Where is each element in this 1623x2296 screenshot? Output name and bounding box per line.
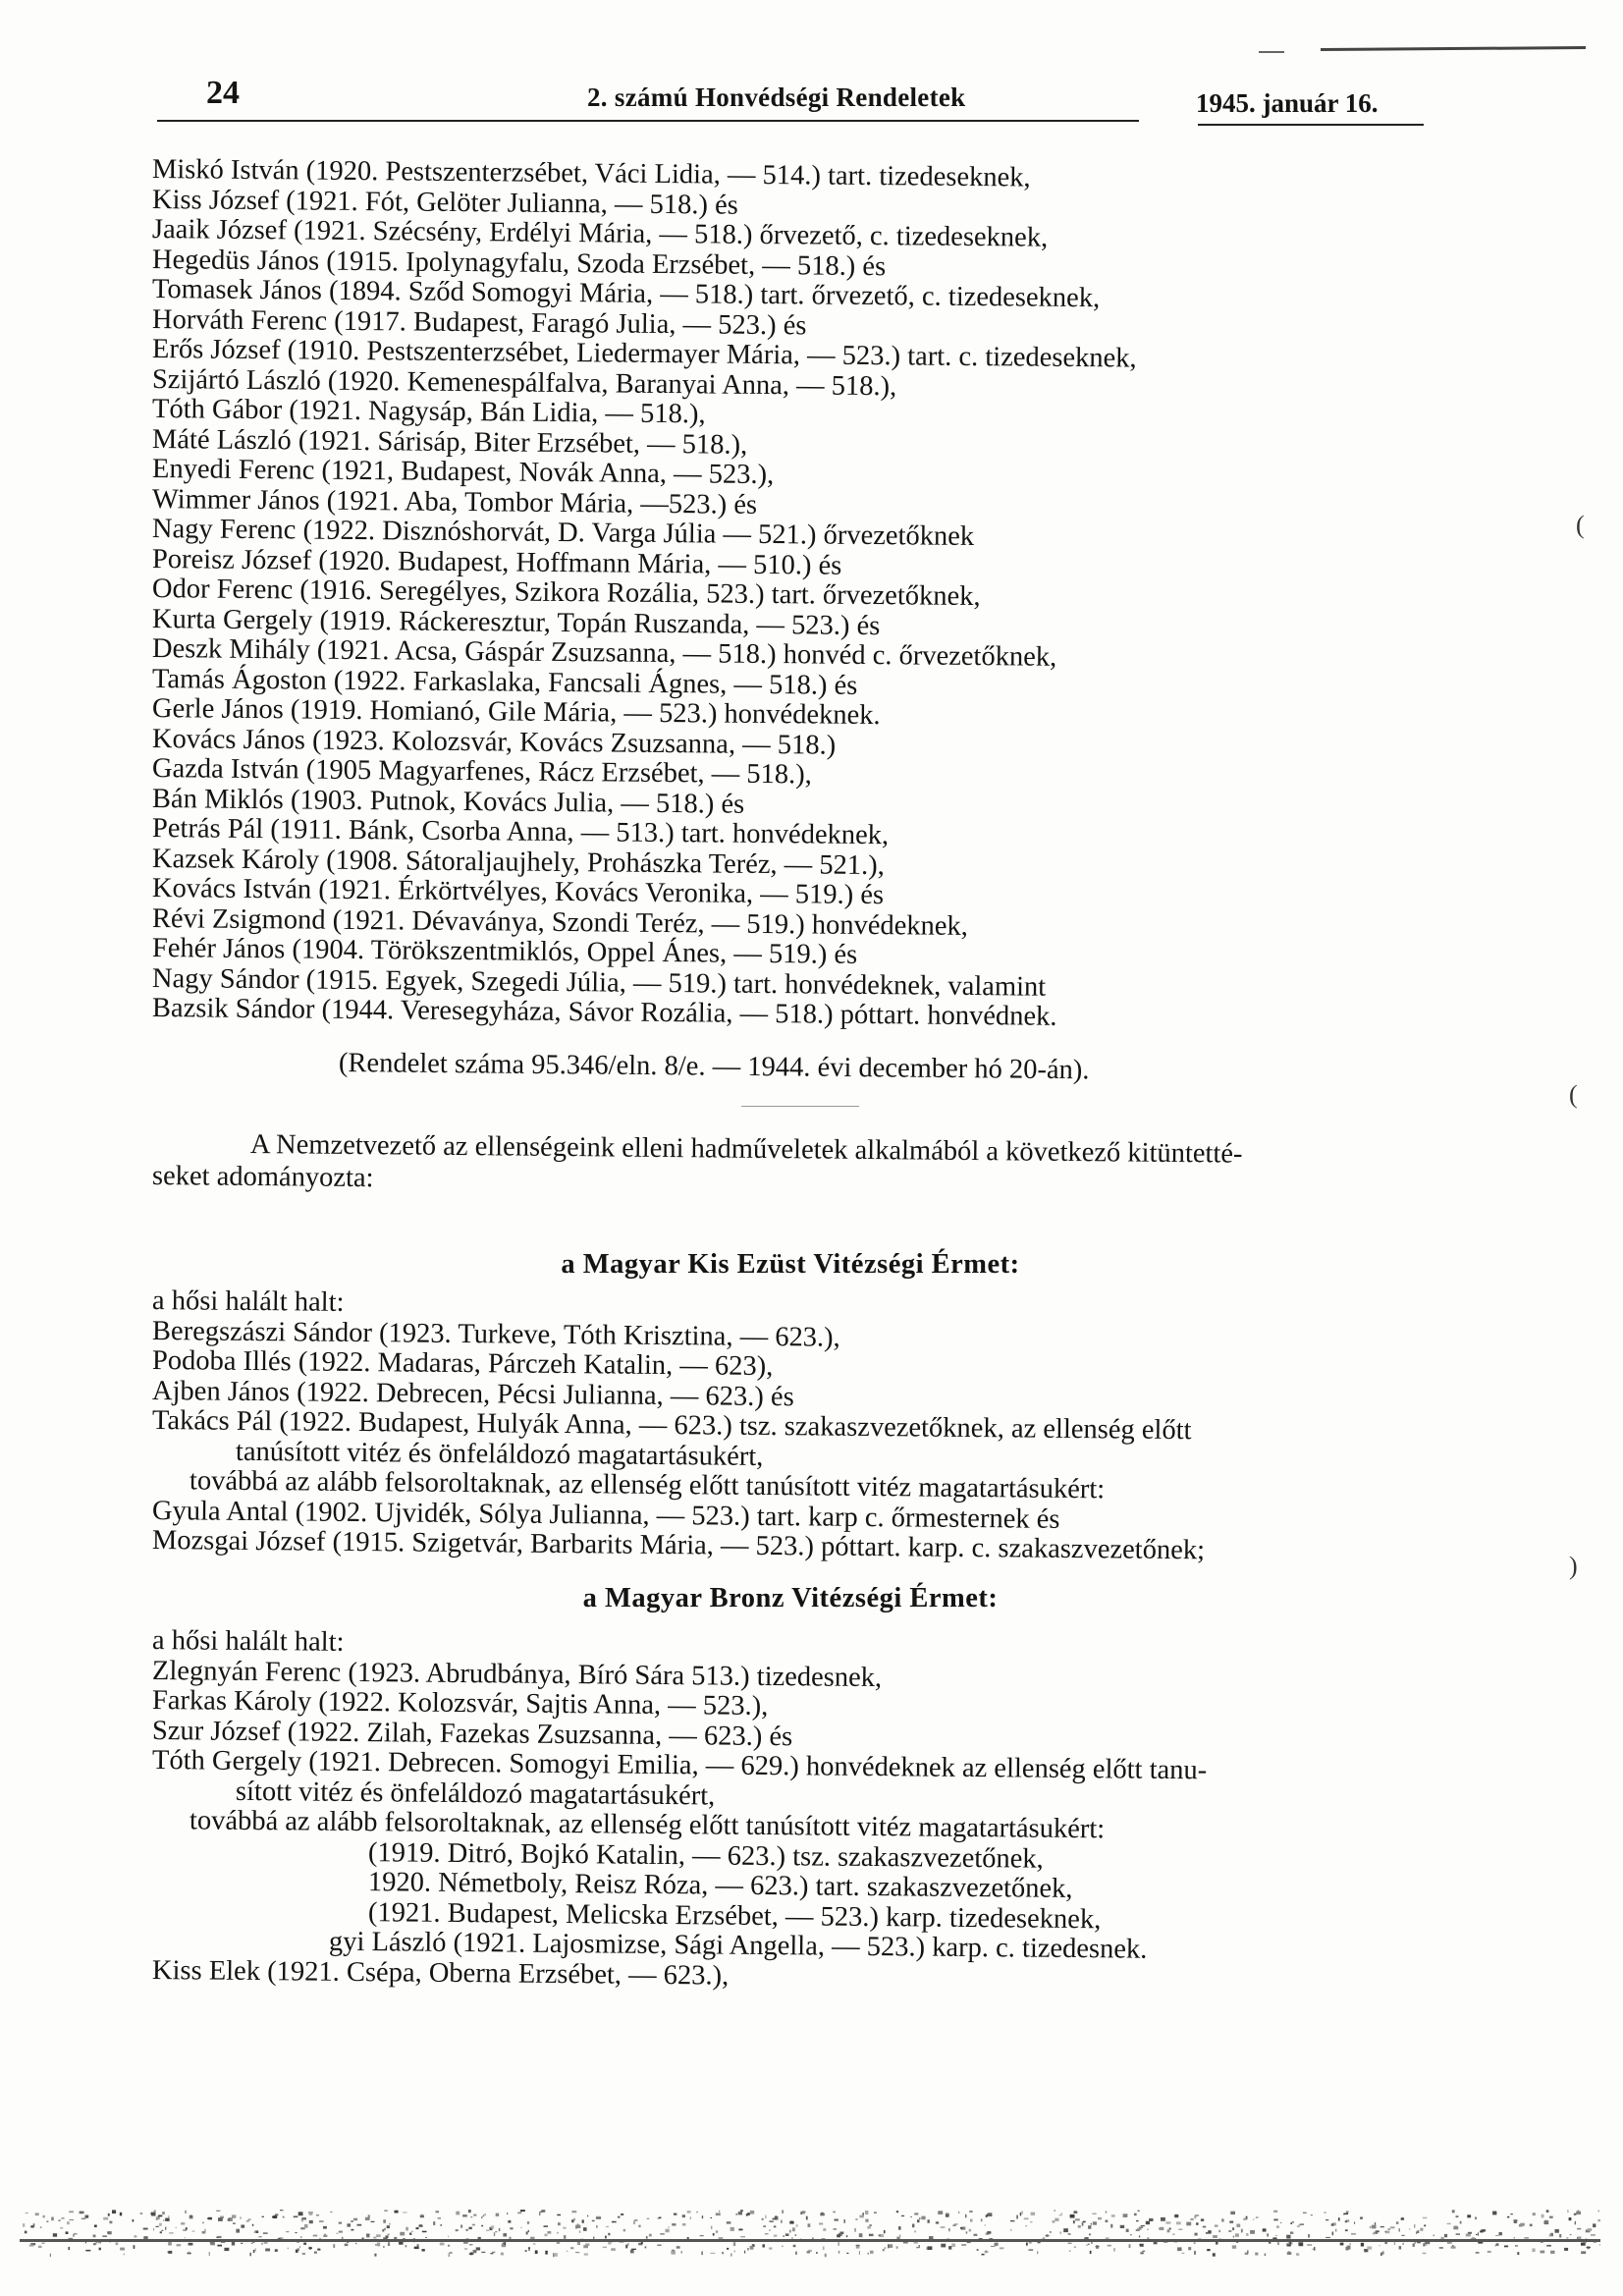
header-rule <box>157 120 1139 122</box>
award-entry: Gyula Antal (1902. Ujvidék, Sólya Julianna, — 523.) tart. karp c. őrmesternek és <box>151 1495 1060 1535</box>
award-entry: gyi László (1921. Lajosmizse, Sági Angella, — 523.) karp. c. tizedesnek. <box>328 1926 1148 1965</box>
award-entry: (1921. Budapest, Melicska Erzsébet, — 523.) karp. tizedeseknek, <box>367 1896 1102 1935</box>
award-entry: Ajben János (1922. Debrecen, Pécsi Julianna, — 623.) és <box>151 1375 794 1412</box>
award-entry: Bazsik Sándor (1944. Veresegyháza, Sávor Rozália, — 518.) póttart. honvédnek. <box>151 993 1057 1032</box>
award-entry: sított vitéz és önfeláldozó magatartásukért, <box>235 1776 716 1812</box>
page-header <box>157 75 1424 134</box>
award-list-promotions <box>151 154 1429 1032</box>
award-entry: Révi Zsigmond (1921. Dévaványa, Szondi Teréz, — 519.) honvédeknek, <box>151 902 969 942</box>
award-entry: Fehér János (1904. Törökszentmiklós, Oppel Ánes, — 519.) és <box>151 933 858 970</box>
page-number: 24 <box>206 75 240 111</box>
award-entry: Bán Miklós (1903. Putnok, Kovács Julia, — 518.) és <box>151 783 745 820</box>
intro-line: seket adományozta: <box>151 1161 374 1194</box>
decree-note: (Rendelet száma 95.346/eln. 8/e. — 1944. évi december hó 20-án). <box>338 1048 1090 1086</box>
scan-noise-strip <box>20 2200 1600 2259</box>
award-entry: Zlegnyán Ferenc (1923. Abrudbánya, Bíró Sára 513.) tizedesnek, <box>151 1655 883 1693</box>
award-entry: tanúsított vitéz és önfeláldozó magatartásukért, <box>235 1436 764 1472</box>
award-entry: Deszk Mihály (1921. Acsa, Gáspár Zsuzsanna, — 518.) honvéd c. őrvezetőknek, <box>151 633 1057 673</box>
award-entry: Szur József (1922. Zilah, Fazekas Zsuzsanna, — 623.) és <box>151 1715 793 1752</box>
award-entry: Farkas Károly (1922. Kolozsvár, Sajtis Anna, — 523.), <box>151 1685 769 1722</box>
scan-noise <box>20 2200 1600 2259</box>
section-silver-list <box>151 1315 1429 1566</box>
award-entry: Gazda István (1905 Magyarfenes, Rácz Erzsébet, — 518.), <box>151 753 813 791</box>
section-bronze <box>151 1625 1429 1992</box>
separator-rule <box>741 1106 859 1107</box>
section-silver <box>151 1285 1429 1566</box>
award-entry: Erős József (1910. Pestszenterzsébet, Liedermayer Mária, — 523.) tart. c. tizedeseknek, <box>151 334 1137 374</box>
intro-line: A Nemzetvezető az ellenségeink elleni hadműveletek alkalmából a következő kitüntetté- <box>249 1128 1243 1170</box>
header-rule-right <box>1198 124 1424 126</box>
award-entry: Wimmer János (1921. Aba, Tombor Mária, —523.) és <box>151 483 758 520</box>
section-subtitle: a hősi halált halt: <box>151 1285 345 1318</box>
intro-paragraph <box>152 1127 1429 1192</box>
running-title: 2. számú Honvédségi Rendeletek <box>587 82 966 112</box>
award-entry: Tamás Ágoston (1922. Farkaslaka, Fancsali Ágnes, — 518.) és <box>151 663 858 701</box>
award-entry: Nagy Ferenc (1922. Disznóshorvát, D. Varga Júlia — 521.) őrvezetőknek <box>151 514 975 553</box>
award-entry: Miskó István (1920. Pestszenterzsébet, Váci Lidia, — 514.) tart. tizedeseknek, <box>151 154 1031 193</box>
award-entry: Kazsek Károly (1908. Sátoraljaujhely, Prohászka Teréz, — 521.), <box>151 843 886 881</box>
award-entry: Hegedüs János (1915. Ipolynagyfalu, Szoda Erzsébet, — 518.) és <box>151 244 887 282</box>
award-entry: Takács Pál (1922. Budapest, Hulyák Anna, — 623.) tsz. szakaszvezetőknek, az ellenség előtt <box>151 1405 1192 1447</box>
award-entry: Tóth Gergely (1921. Debrecen. Somogyi Emilia, — 629.) honvédeknek az ellenség előtt tanu- <box>151 1745 1208 1786</box>
section-title-silver: a Magyar Kis Ezüst Vitézségi Érmet: <box>561 1249 1020 1280</box>
award-entry: Kiss József (1921. Fót, Gelöter Julianna, — 518.) és <box>151 184 738 221</box>
award-entry: Petrás Pál (1911. Bánk, Csorba Anna, — 513.) tart. honvédeknek, <box>151 813 890 851</box>
award-entry: Kovács János (1923. Kolozsvár, Kovács Zsuzsanna, — 518.) <box>151 723 837 761</box>
award-entry: Kiss Elek (1921. Csépa, Oberna Erzsébet, — 623.), <box>151 1954 730 1992</box>
award-entry: Enyedi Ferenc (1921, Budapest, Novák Anna, — 523.), <box>151 454 775 491</box>
margin-artifact: ) <box>1569 1552 1578 1580</box>
award-entry: továbbá az alább felsoroltaknak, az ellenség előtt tanúsított vitéz magatartásukért: <box>189 1805 1106 1845</box>
award-entry: 1920. Németboly, Reisz Róza, — 623.) tart. szakaszvezetőnek, <box>367 1867 1073 1904</box>
award-entry: Odor Ferenc (1916. Seregélyes, Szikora Rozália, 523.) tart. őrvezetőknek, <box>151 574 981 613</box>
decree-note-block <box>338 1048 1615 1086</box>
section-silver-title-wrap <box>152 1249 1429 1281</box>
award-entry: Kurta Gergely (1919. Ráckeresztur, Topán Ruszanda, — 523.) és <box>151 603 881 641</box>
award-entry: Poreisz József (1920. Budapest, Hoffmann Mária, — 510.) és <box>151 543 842 581</box>
margin-artifact: ( <box>1569 1080 1578 1109</box>
award-entry: Mozsgai József (1915. Szigetvár, Barbarits Mária, — 523.) póttart. karp. c. szakaszvezetőnek; <box>151 1525 1206 1566</box>
award-entry: Horváth Ferenc (1917. Budapest, Faragó Julia, — 523.) és <box>151 303 807 341</box>
award-entry: Nagy Sándor (1915. Egyek, Szegedi Júlia, — 519.) tart. honvédeknek, valamint <box>151 962 1047 1003</box>
section-title-bronze: a Magyar Bronz Vitézségi Érmet: <box>582 1583 999 1613</box>
award-entry: Beregszászi Sándor (1923. Turkeve, Tóth Krisztina, — 623.), <box>151 1315 840 1353</box>
issue-date: 1945. január 16. <box>1196 88 1379 118</box>
section-bronze-list <box>151 1655 1429 1992</box>
award-entry: Tomasek János (1894. Sződ Somogyi Mária, — 518.) tart. őrvezető, c. tizedeseknek, <box>151 274 1101 314</box>
award-entry: Szijártó László (1920. Kemenespálfalva, Baranyai Anna, — 518.), <box>151 363 897 402</box>
award-entry: továbbá az alább felsoroltaknak, az ellenség előtt tanúsított vitéz magatartásukért: <box>189 1465 1106 1505</box>
scan-edge-mark <box>1259 51 1284 53</box>
section-subtitle: a hősi halált halt: <box>151 1625 345 1658</box>
award-entry: Máté László (1921. Sárisáp, Biter Erzsébet, — 518.), <box>151 423 748 461</box>
award-entry: Podoba Illés (1922. Madaras, Párczeh Katalin, — 623), <box>151 1345 774 1383</box>
award-entry: Kovács István (1921. Érkörtvélyes, Kovács Veronika, — 519.) és <box>151 873 885 911</box>
margin-artifact: ( <box>1576 511 1585 539</box>
section-bronze-title-wrap <box>152 1583 1429 1614</box>
award-entry: (1919. Ditró, Bojkó Katalin, — 623.) tsz. szakaszvezetőnek, <box>367 1836 1044 1875</box>
award-entry: Jaaik József (1921. Szécsény, Erdélyi Mária, — 518.) őrvezető, c. tizedeseknek, <box>151 214 1049 253</box>
scan-edge-line <box>1321 46 1586 51</box>
award-entry: Tóth Gábor (1921. Nagysáp, Bán Lidia, — 518.), <box>151 394 706 430</box>
award-entry: Gerle János (1919. Homianó, Gile Mária, — 523.) honvédeknek. <box>151 693 881 732</box>
